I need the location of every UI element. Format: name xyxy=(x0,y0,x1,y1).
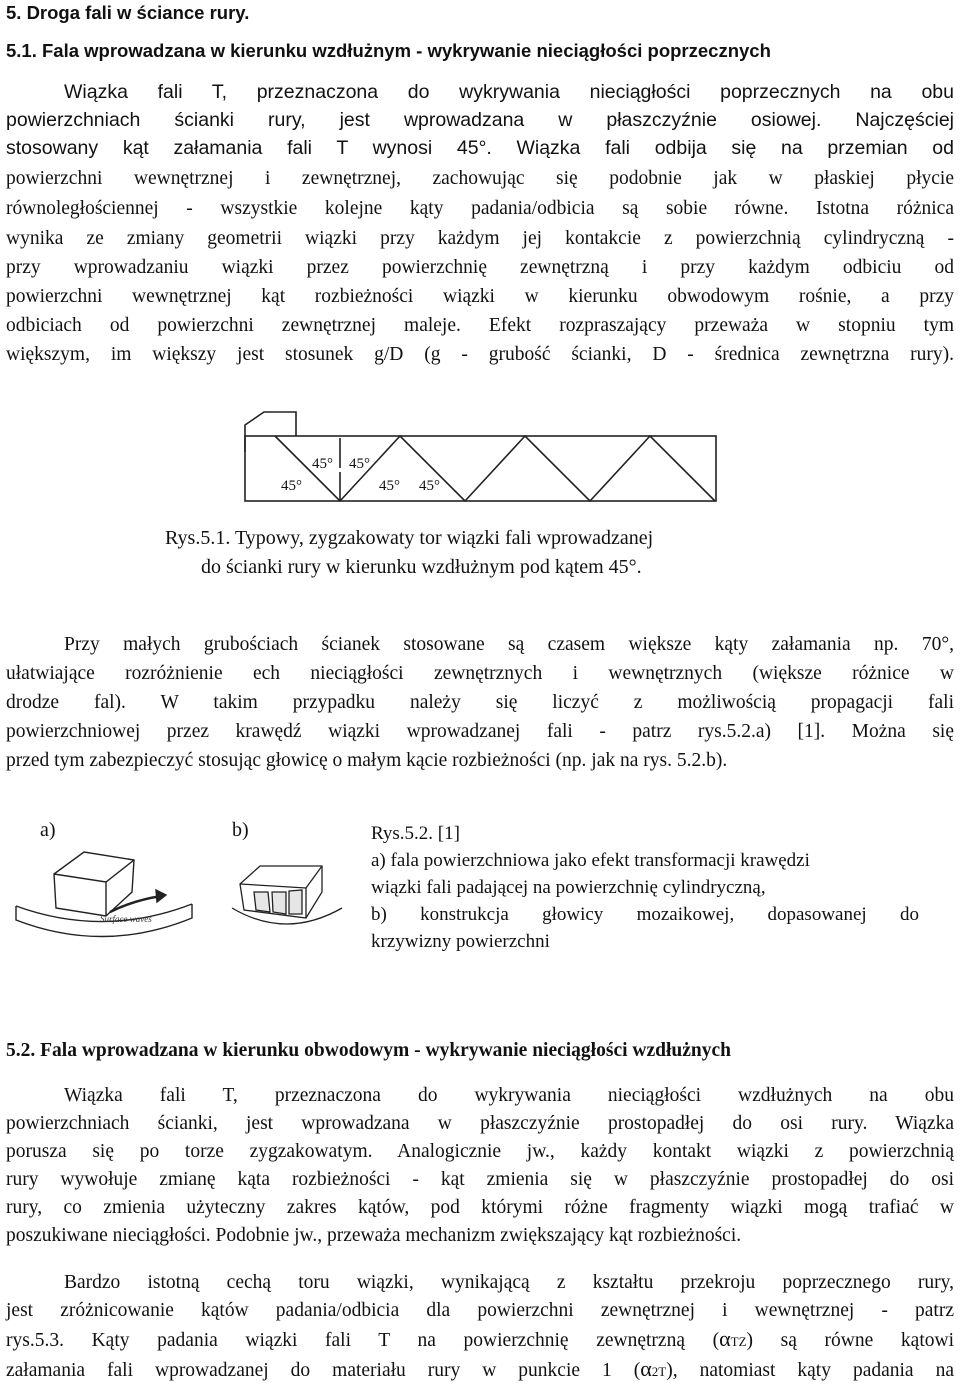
text-segment: ), natomiast kąty padania na xyxy=(666,1360,954,1381)
figure-mosaic-probe xyxy=(226,848,346,948)
figure-caption-line: krzywizny powierzchni xyxy=(371,931,550,952)
angle-label: 45° xyxy=(379,478,400,494)
wave-arrow-head xyxy=(156,890,166,902)
text-line: przy wprowadzaniu wiązki przez powierzchnię zewnętrzną i przy każdym odbiciu od xyxy=(6,257,954,278)
surface-waves-label: Surface waves xyxy=(100,914,152,924)
figure-label-b: b) xyxy=(232,819,249,841)
text-line: powierzchniach ścianki rury, jest wprowadzana w płaszczyźnie osiowej. Najczęściej xyxy=(6,109,954,131)
mosaic-element xyxy=(254,892,270,912)
text-line: powierzchniowej przez krawędź wiązki wprowadzanej fali - patrz rys.5.2.a) [1]. Można się xyxy=(6,721,954,742)
text-segment: załamania fali wprowadzanej do materiału rury w punkcie 1 ( xyxy=(6,1360,641,1381)
text-line: rury, co zmienia użyteczny zakres kątów, pod którymi różne fragmenty wiązki mogą trafiać w xyxy=(6,1197,954,1218)
figure-caption-line: do ścianki rury w kierunku wzdłużnym pod kątem 45°. xyxy=(201,556,642,578)
subsection-heading-5-2: 5.2. Fala wprowadzana w kierunku obwodowym - wykrywanie nieciągłości wzdłużnych xyxy=(6,1040,731,1061)
text-line: stosowany kąt załamania fali T wynosi 45°. Wiązka fali odbija się na przemian od xyxy=(6,137,954,159)
text-line: rury wywołuje zmianę kąta rozbieżności - kąt zmienia się w płaszczyźnie prostopadłej do osi xyxy=(6,1169,954,1190)
figure-caption-line: a) fala powierzchniowa jako efekt transformacji krawędzi xyxy=(371,850,810,871)
angle-label: 45° xyxy=(349,456,370,472)
angle-label: 45° xyxy=(419,478,440,494)
text-line: Wiązka fali T, przeznaczona do wykrywania nieciągłości wzdłużnych na obu xyxy=(64,1085,954,1106)
text-line: równoległościennej - wszystkie kolejne kąty padania/odbicia są sobie równe. Istotna różnica xyxy=(6,198,954,219)
alpha-symbol: α xyxy=(640,1356,652,1381)
subsection-heading-5-1: 5.1. Fala wprowadzana w kierunku wzdłużnym - wykrywanie nieciągłości poprzecznych xyxy=(6,40,771,61)
figure-caption-line: b) konstrukcja głowicy mozaikowej, dopasowanej do xyxy=(371,904,919,925)
text-line: większym, im większy jest stosunek g/D (g - grubość ścianki, D - średnica zewnętrzna rury). xyxy=(6,344,954,365)
text-segment: ) są równe kątowi xyxy=(746,1330,954,1351)
text-line xyxy=(6,1355,954,1382)
text-line: jest zróżnicowanie kątów padania/odbicia dla powierzchni zewnętrznej i wewnętrznej - patrz xyxy=(6,1300,954,1321)
subscript: 2T xyxy=(651,1364,667,1379)
text-line: odbiciach od powierzchni zewnętrznej maleje. Efekt rozpraszający przeważa w stopniu tym xyxy=(6,315,954,336)
text-line: poszukiwane nieciągłości. Podobnie jw., przeważa mechanizm zwiększający kąt rozbieżności. xyxy=(6,1225,742,1246)
text-line: powierzchniach ścianki, jest wprowadzana w płaszczyźnie prostopadłej do osi rury. Wiązka xyxy=(6,1113,954,1134)
figure-label-a: a) xyxy=(40,819,56,841)
probe-shape xyxy=(245,412,296,452)
section-heading: 5. Droga fali w ściance rury. xyxy=(6,2,250,23)
text-line: porusza się po torze zygzakowatym. Analogicznie jw., każdy kontakt wiązki z powierzchnią xyxy=(6,1141,954,1162)
figure-caption-line: wiązki fali padającej na powierzchnię cylindryczną, xyxy=(371,877,766,898)
text-line: powierzchni wewnętrznej i zewnętrznej, zachowując się podobnie jak w płaskiej płycie xyxy=(6,168,954,189)
text-line: powierzchni wewnętrznej kąt rozbieżności wiązki w kierunku obwodowym rośnie, a przy xyxy=(6,286,954,307)
text-line: Wiązka fali T, przeznaczona do wykrywania nieciągłości poprzecznych na obu xyxy=(64,81,954,103)
mosaic-element xyxy=(272,892,286,914)
mosaic-element xyxy=(289,890,302,914)
figure-caption-5-2 xyxy=(371,820,919,955)
text-line: Przy małych grubościach ścianek stosowane są czasem większe kąty załamania np. 70°, xyxy=(64,634,954,655)
angle-label: 45° xyxy=(281,478,302,494)
text-line: drodze fal). W takim przypadku należy się liczyć z możliwością propagacji fali xyxy=(6,692,954,713)
beam-zigzag-path xyxy=(275,436,715,501)
text-line: wynika ze zmiany geometrii wiązki przy każdym jej kontakcie z powierzchnią cylindryczną - xyxy=(6,228,954,249)
subscript: TZ xyxy=(730,1334,747,1349)
text-line: przed tym zabezpieczyć stosując głowicę o małym kącie rozbieżności (np. jak na rys. 5.2.b). xyxy=(6,750,728,771)
text-line: Bardzo istotną cechą toru wiązki, wynikającą z kształtu przekroju poprzecznego rury, xyxy=(64,1272,954,1293)
figure-surface-wave-probe xyxy=(14,846,194,968)
angle-label: 45° xyxy=(312,456,333,472)
figure-caption-line: Rys.5.1. Typowy, zygzakowaty tor wiązki fali wprowadzanej xyxy=(165,527,654,549)
figure-caption-line: Rys.5.2. [1] xyxy=(371,823,460,844)
text-line xyxy=(6,1325,954,1352)
text-line: ułatwiające rozróżnienie ech nieciągłości zewnętrznych i wewnętrznych (większe różnice w xyxy=(6,663,954,684)
alpha-symbol: α xyxy=(719,1326,731,1351)
text-segment: rys.5.3. Kąty padania wiązki fali T na powierzchnię zewnętrzną ( xyxy=(6,1330,720,1351)
